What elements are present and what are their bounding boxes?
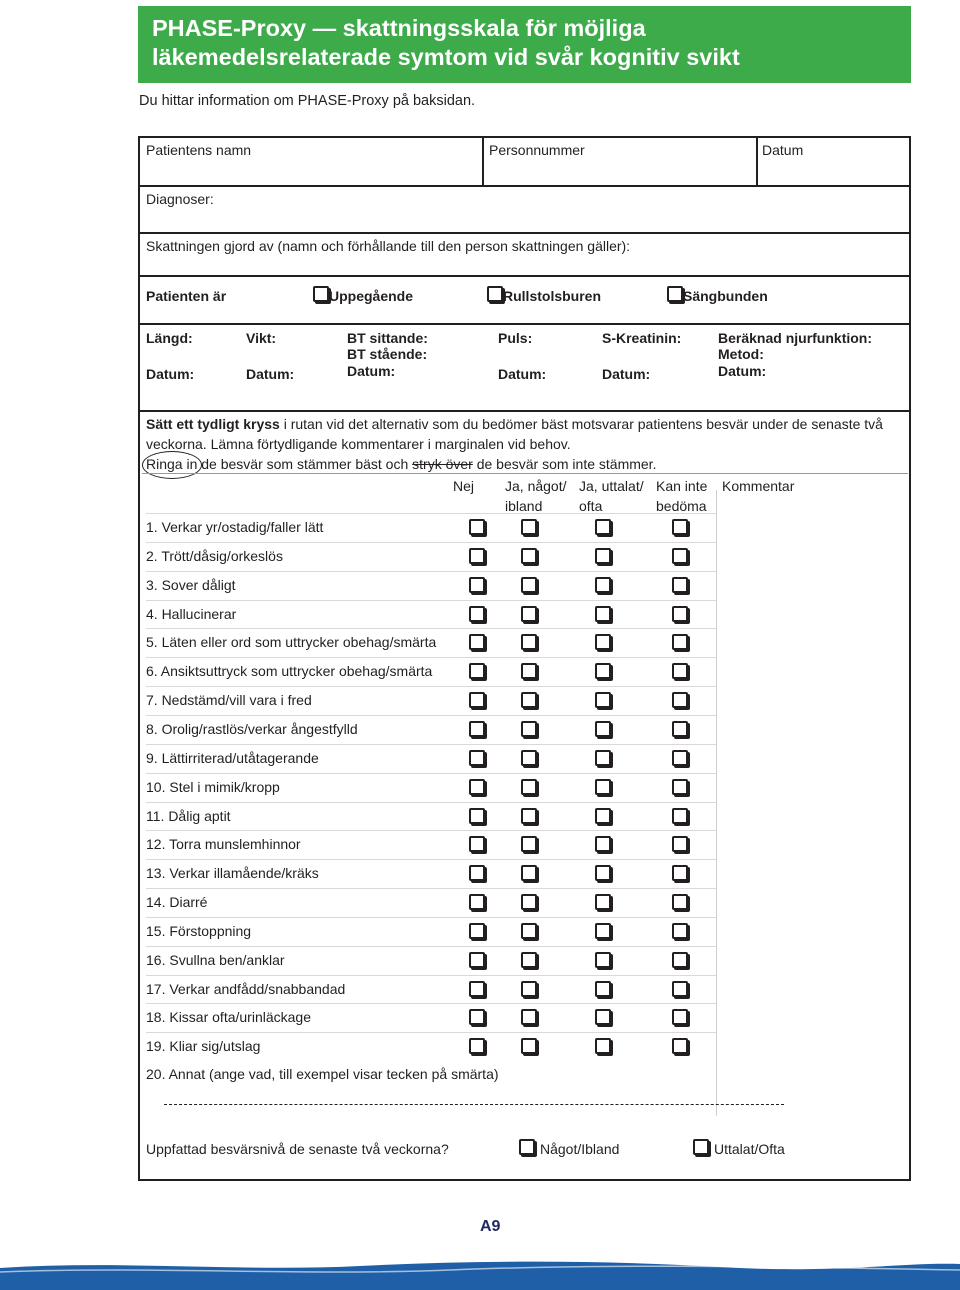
checkbox-sometimes[interactable] <box>521 577 537 593</box>
method-label: Metod: <box>718 346 764 362</box>
checkbox-sometimes[interactable] <box>521 894 537 910</box>
row-divider <box>146 975 716 976</box>
checkbox-often[interactable] <box>595 865 611 881</box>
checkbox-sometimes[interactable] <box>521 981 537 997</box>
circle-word: Ringa in <box>146 456 198 472</box>
row-divider <box>146 830 716 831</box>
weight-label: Vikt: <box>246 330 277 346</box>
checkbox-cannot-assess[interactable] <box>672 1038 688 1054</box>
checkbox-often[interactable] <box>595 577 611 593</box>
row-divider <box>146 628 716 629</box>
col-no: Nej <box>453 478 475 494</box>
checkbox-often[interactable] <box>595 808 611 824</box>
row-divider <box>146 571 716 572</box>
checkbox-no[interactable] <box>469 894 485 910</box>
symptom-label: 2. Trött/dåsig/orkeslös <box>146 547 283 564</box>
checkbox-cannot-assess[interactable] <box>672 750 688 766</box>
divider <box>140 323 909 325</box>
patient-name-label: Patientens namn <box>146 142 252 158</box>
checkbox-wheelchair[interactable] <box>487 286 503 302</box>
checkbox-no[interactable] <box>469 836 485 852</box>
col-often-l1: Ja, uttalat/ <box>579 478 644 494</box>
col-sometimes-l1: Ja, något/ <box>505 478 567 494</box>
measure-date-label: Datum: <box>602 366 651 382</box>
checkbox-sometimes[interactable] <box>521 865 537 881</box>
symptom-label: 4. Hallucinerar <box>146 605 237 622</box>
checkbox-no[interactable] <box>469 634 485 650</box>
creatinine-label: S-Kreatinin: <box>602 330 682 346</box>
checkbox-often[interactable] <box>595 721 611 737</box>
checkbox-no[interactable] <box>469 721 485 737</box>
checkbox-no[interactable] <box>469 865 485 881</box>
checkbox-sometimes[interactable] <box>521 548 537 564</box>
symptom-label: 13. Verkar illamående/kräks <box>146 865 319 882</box>
checkbox-no[interactable] <box>469 577 485 593</box>
checkbox-cannot-assess[interactable] <box>672 519 688 535</box>
checkbox-sometimes[interactable] <box>521 692 537 708</box>
checkbox-cannot-assess[interactable] <box>672 721 688 737</box>
checkbox-sometimes[interactable] <box>521 663 537 679</box>
pulse-label: Puls: <box>498 330 533 346</box>
measure-date-label: Datum: <box>146 366 195 382</box>
col-often <box>579 476 644 516</box>
row-divider <box>146 1003 716 1004</box>
option-bedridden: Sängbunden <box>683 288 768 304</box>
instruction-rest: i rutan vid det alternativ som du bedömer bäst motsvarar patientens besvär under de senaste två <box>279 416 883 432</box>
symptom-label: 12. Torra munslemhinnor <box>146 836 301 853</box>
patient-status-label: Patienten är <box>146 288 227 304</box>
checkbox-summary-sometimes[interactable] <box>519 1139 535 1155</box>
length-label: Längd: <box>146 330 193 346</box>
checkbox-no[interactable] <box>469 548 485 564</box>
checkbox-often[interactable] <box>595 779 611 795</box>
checkbox-often[interactable] <box>595 692 611 708</box>
diagnoses-label: Diagnoser: <box>146 191 214 207</box>
row-divider <box>146 859 716 860</box>
checkbox-often[interactable] <box>595 923 611 939</box>
checkbox-often[interactable] <box>595 548 611 564</box>
symptom-label: 18. Kissar ofta/urinläckage <box>146 1009 311 1026</box>
bp-sitting-label: BT sittande: <box>347 330 428 346</box>
checkbox-sometimes[interactable] <box>521 606 537 622</box>
checkbox-ambulant[interactable] <box>313 286 329 302</box>
col-cannot-assess <box>656 476 707 516</box>
symptom-label: 11. Dålig aptit <box>146 807 231 824</box>
row-divider <box>146 715 716 716</box>
summary-option-often: Uttalat/Ofta <box>714 1141 785 1157</box>
checkbox-cannot-assess[interactable] <box>672 865 688 881</box>
checkbox-cannot-assess[interactable] <box>672 663 688 679</box>
symptom-label: 19. Kliar sig/utslag <box>146 1038 261 1055</box>
checkbox-cannot-assess[interactable] <box>672 808 688 824</box>
dashed-line <box>164 1104 784 1105</box>
divider <box>142 473 908 474</box>
divider <box>140 185 909 187</box>
title-banner <box>138 6 911 83</box>
row-divider <box>146 686 716 687</box>
symptom-label: 6. Ansiktsuttryck som uttrycker obehag/smärta <box>146 663 433 680</box>
symptom-label: 3. Sover dåligt <box>146 576 236 593</box>
symptom-label: 14. Diarré <box>146 894 208 911</box>
symptom-label: 17. Verkar andfådd/snabbandad <box>146 980 346 997</box>
checkbox-cannot-assess[interactable] <box>672 952 688 968</box>
checkbox-no[interactable] <box>469 692 485 708</box>
row-divider <box>146 917 716 918</box>
checkbox-often[interactable] <box>595 750 611 766</box>
symptom-label: 10. Stel i mimik/kropp <box>146 778 280 795</box>
symptom-label: 8. Orolig/rastlös/verkar ångestfylld <box>146 720 358 737</box>
symptom-label: 1. Verkar yr/ostadig/faller lätt <box>146 519 324 535</box>
col-na-l1: Kan inte <box>656 478 708 494</box>
checkbox-often[interactable] <box>595 952 611 968</box>
row-divider <box>146 600 716 601</box>
measure-date-label: Datum: <box>246 366 295 382</box>
summary-question: Uppfattad besvärsnivå de senaste två veckorna? <box>146 1141 449 1157</box>
row-divider <box>146 513 716 514</box>
checkbox-no[interactable] <box>469 1038 485 1054</box>
col-sometimes-l2: ibland <box>505 498 543 514</box>
checkbox-sometimes[interactable] <box>521 1038 537 1054</box>
date-label: Datum <box>762 142 804 158</box>
checkbox-sometimes[interactable] <box>521 519 537 535</box>
symptom-label: 5. Läten eller ord som uttrycker obehag/smärta <box>146 634 437 651</box>
checkbox-sometimes[interactable] <box>521 779 537 795</box>
instruction-mid: de besvär som stämmer bäst och <box>197 456 413 472</box>
checkbox-cannot-assess[interactable] <box>672 692 688 708</box>
page-number: A9 <box>480 1218 501 1235</box>
col-na-l2: bedöma <box>656 498 707 514</box>
checkbox-no[interactable] <box>469 1009 485 1025</box>
symptom-label: 9. Lättirriterad/utåtagerande <box>146 749 319 766</box>
checkbox-cannot-assess[interactable] <box>672 1009 688 1025</box>
col-often-l2: ofta <box>579 498 603 514</box>
measure-date-label: Datum: <box>498 366 547 382</box>
checkbox-often[interactable] <box>595 894 611 910</box>
checkbox-often[interactable] <box>595 519 611 535</box>
checkbox-sometimes[interactable] <box>521 808 537 824</box>
checkbox-summary-often[interactable] <box>693 1139 709 1155</box>
checkbox-sometimes[interactable] <box>521 721 537 737</box>
row-divider <box>146 542 716 543</box>
decorative-wave <box>0 1258 960 1290</box>
col-sometimes <box>505 476 567 516</box>
row-divider <box>146 1032 716 1033</box>
checkbox-no[interactable] <box>469 981 485 997</box>
checkbox-cannot-assess[interactable] <box>672 577 688 593</box>
checkbox-no[interactable] <box>469 606 485 622</box>
checkbox-cannot-assess[interactable] <box>672 548 688 564</box>
checkbox-no[interactable] <box>469 952 485 968</box>
checkbox-no[interactable] <box>469 808 485 824</box>
checkbox-cannot-assess[interactable] <box>672 836 688 852</box>
checkbox-sometimes[interactable] <box>521 923 537 939</box>
divider <box>140 232 909 234</box>
symptom-label: 7. Nedstämd/vill vara i fred <box>146 692 312 709</box>
checkbox-cannot-assess[interactable] <box>672 981 688 997</box>
checkbox-no[interactable] <box>469 750 485 766</box>
checkbox-cannot-assess[interactable] <box>672 894 688 910</box>
personal-number-label: Personnummer <box>489 142 585 158</box>
instruction-bold: Sätt ett tydligt kryss <box>146 416 280 432</box>
strike-word: stryk över <box>412 456 473 472</box>
row-divider <box>146 946 716 947</box>
checkbox-sometimes[interactable] <box>521 952 537 968</box>
checkbox-no[interactable] <box>469 519 485 535</box>
checkbox-sometimes[interactable] <box>521 634 537 650</box>
rated-by-label: Skattningen gjord av (namn och förhållande till den person skattningen gäller): <box>146 238 631 254</box>
col-comment: Kommentar <box>722 478 795 494</box>
checkbox-often[interactable] <box>595 836 611 852</box>
option-ambulant: Uppegående <box>329 288 414 304</box>
checkbox-cannot-assess[interactable] <box>672 779 688 795</box>
checkbox-often[interactable] <box>595 634 611 650</box>
title-line-1: PHASE-Proxy — skattningsskala för möjliga <box>152 15 646 41</box>
checkbox-sometimes[interactable] <box>521 1009 537 1025</box>
checkbox-no[interactable] <box>469 779 485 795</box>
checkbox-no[interactable] <box>469 663 485 679</box>
checkbox-often[interactable] <box>595 981 611 997</box>
divider <box>716 490 717 1116</box>
title-line-2: läkemedelsrelaterade symtom vid svår kognitiv svikt <box>152 44 740 70</box>
symptom-label: 16. Svullna ben/anklar <box>146 951 285 968</box>
intro-text: Du hittar information om PHASE-Proxy på baksidan. <box>139 93 476 109</box>
symptom-label: 15. Förstoppning <box>146 922 252 939</box>
instruction-line-2: veckorna. Lämna förtydligande kommentarer i marginalen vid behov. <box>146 436 571 452</box>
summary-option-sometimes: Något/Ibland <box>540 1141 620 1157</box>
checkbox-no[interactable] <box>469 923 485 939</box>
assessment-form <box>138 136 911 1181</box>
checkbox-sometimes[interactable] <box>521 836 537 852</box>
divider <box>140 275 909 277</box>
divider <box>140 410 909 412</box>
checkbox-often[interactable] <box>595 1009 611 1025</box>
instruction-line-1 <box>146 416 883 432</box>
row-divider <box>146 773 716 774</box>
instruction-end: de besvär som inte stämmer. <box>472 456 657 472</box>
row-divider <box>146 802 716 803</box>
measure-date-label: Datum: <box>718 363 767 379</box>
instruction-line-3 <box>146 456 656 472</box>
row-divider <box>146 888 716 889</box>
checkbox-cannot-assess[interactable] <box>672 634 688 650</box>
checkbox-sometimes[interactable] <box>521 750 537 766</box>
kidney-function-label: Beräknad njurfunktion: <box>718 330 873 346</box>
row-divider <box>146 657 716 658</box>
checkbox-bedridden[interactable] <box>667 286 683 302</box>
option-wheelchair: Rullstolsburen <box>503 288 602 304</box>
other-item: 20. Annat (ange vad, till exempel visar tecken på smärta) <box>146 1066 499 1082</box>
checkbox-often[interactable] <box>595 663 611 679</box>
divider <box>482 138 484 185</box>
divider <box>756 138 758 185</box>
row-divider <box>146 744 716 745</box>
checkbox-cannot-assess[interactable] <box>672 606 688 622</box>
checkbox-often[interactable] <box>595 1038 611 1054</box>
measure-date-label: Datum: <box>347 363 396 379</box>
bp-standing-label: BT stående: <box>347 346 428 362</box>
checkbox-cannot-assess[interactable] <box>672 923 688 939</box>
checkbox-often[interactable] <box>595 606 611 622</box>
